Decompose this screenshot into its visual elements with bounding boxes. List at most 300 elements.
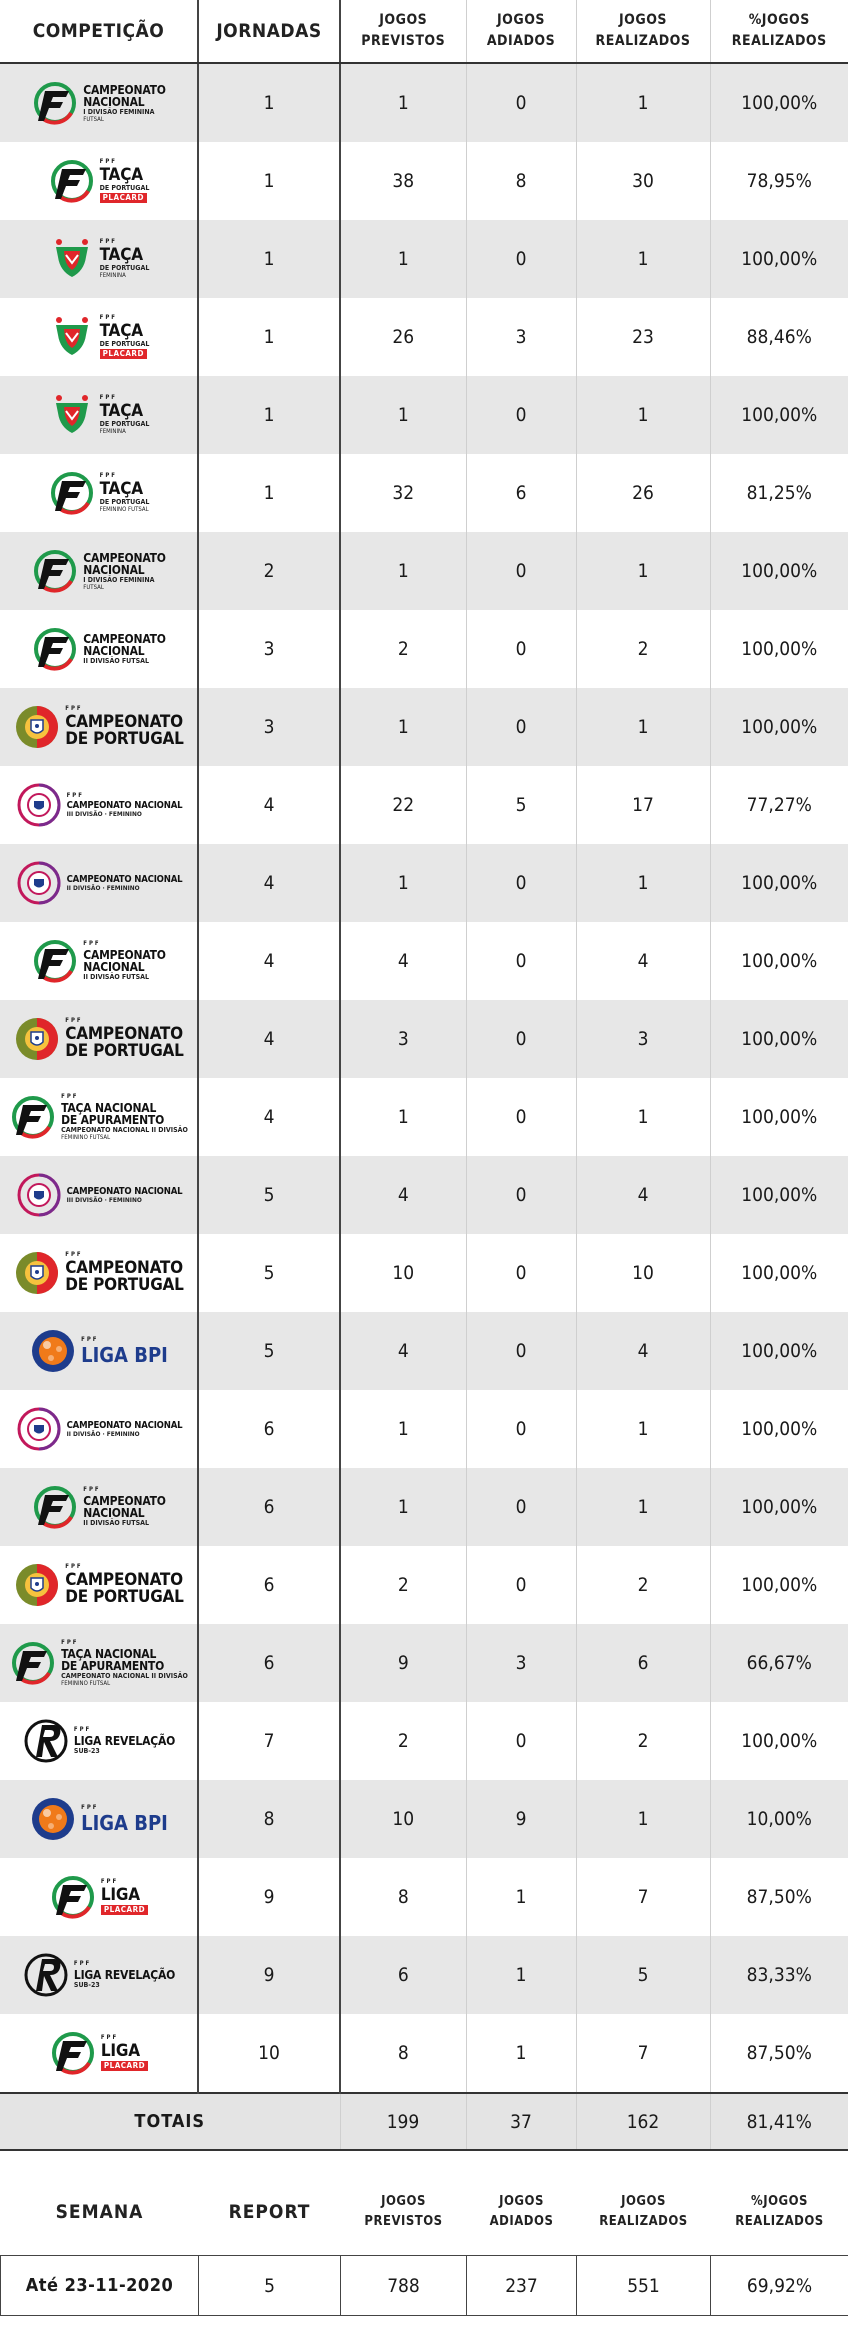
rounds-cell: 2 <box>198 532 340 610</box>
played-cell: 4 <box>576 1312 710 1390</box>
futsal-f-icon <box>49 1873 97 1921</box>
table-row <box>0 1390 848 1468</box>
competition-logo-text <box>61 1640 188 1687</box>
week-pct: 69,92% <box>711 2256 848 2316</box>
competitions-table-body <box>0 63 848 2093</box>
postponed-cell: 0 <box>466 1000 576 1078</box>
rounds-cell: 6 <box>198 1468 340 1546</box>
rounds-cell: 1 <box>198 454 340 532</box>
competition-logo-text <box>101 2035 148 2071</box>
played-cell: 5 <box>576 1936 710 2014</box>
planned-cell: 2 <box>340 1702 466 1780</box>
week-data-row <box>1 2256 848 2316</box>
played-cell: 1 <box>576 1390 710 1468</box>
logo-subtitle-line: FEMININO FUTSAL <box>61 1133 111 1141</box>
pct-cell: 87,50% <box>710 2014 848 2093</box>
played-cell: 1 <box>576 688 710 766</box>
planned-cell: 1 <box>340 1078 466 1156</box>
postponed-cell: 1 <box>466 1858 576 1936</box>
competition-logo <box>0 532 197 610</box>
logo-subtitle-line: II DIVISÃO FUTSAL <box>83 1519 149 1527</box>
postponed-cell: 0 <box>466 1078 576 1156</box>
competition-logo <box>0 844 197 922</box>
competition-logo-cell <box>0 1936 198 2014</box>
pct-cell: 100,00% <box>710 1078 848 1156</box>
logo-subtitle-line: DE PORTUGAL <box>99 420 150 428</box>
planned-cell: 1 <box>340 220 466 298</box>
planned-cell: 10 <box>340 1780 466 1858</box>
logo-subtitle-line: DE PORTUGAL <box>99 498 150 506</box>
played-cell: 1 <box>576 1780 710 1858</box>
rounds-cell: 5 <box>198 1312 340 1390</box>
logo-fpf-mark: FPF <box>66 791 84 799</box>
competition-logo <box>0 376 197 454</box>
futsal-f-icon <box>31 79 79 127</box>
revelacao-r-icon <box>22 1717 70 1765</box>
played-cell: 2 <box>576 610 710 688</box>
table-row <box>0 1234 848 1312</box>
competition-logo <box>0 1858 197 1936</box>
played-cell: 1 <box>576 376 710 454</box>
logo-title-line: LIGA REVELAÇÃO <box>73 1968 176 1982</box>
rounds-cell: 6 <box>198 1390 340 1468</box>
logo-title-line: CAMPEONATO <box>65 1570 183 1590</box>
postponed-cell: 0 <box>466 1546 576 1624</box>
week-header-played: JOGOS REALIZADOS <box>599 2194 688 2229</box>
competition-logo-cell <box>0 688 198 766</box>
fem-shield-icon <box>15 1171 63 1219</box>
logo-title-line: CAMPEONATO <box>65 1258 183 1278</box>
planned-cell: 9 <box>340 1624 466 1702</box>
week-report: 5 <box>199 2256 341 2316</box>
table-header-row <box>0 0 848 63</box>
played-cell: 4 <box>576 1156 710 1234</box>
taca-trophy-icon <box>48 391 96 439</box>
competition-logo-text <box>67 1187 183 1204</box>
logo-placard-badge: PLACARD <box>101 1905 148 1915</box>
competition-logo-text <box>65 1564 183 1606</box>
logo-subtitle-line: DE PORTUGAL <box>99 264 150 272</box>
postponed-cell: 0 <box>466 1468 576 1546</box>
logo-fpf-mark: FPF <box>83 940 101 947</box>
rounds-cell: 7 <box>198 1702 340 1780</box>
played-cell: 2 <box>576 1546 710 1624</box>
postponed-cell: 0 <box>466 1312 576 1390</box>
logo-fpf-mark: FPF <box>100 2034 119 2041</box>
rounds-cell: 4 <box>198 922 340 1000</box>
competition-logo <box>0 220 197 298</box>
played-cell: 7 <box>576 1858 710 1936</box>
logo-subtitle-line: FEMININO FUTSAL <box>61 1679 111 1687</box>
postponed-cell: 0 <box>466 532 576 610</box>
logo-title-line: CAMPEONATO <box>65 1024 183 1044</box>
postponed-cell: 1 <box>466 1936 576 2014</box>
competition-logo <box>0 1780 197 1858</box>
table-row <box>0 532 848 610</box>
table-row <box>0 1078 848 1156</box>
rounds-cell: 5 <box>198 1156 340 1234</box>
postponed-cell: 0 <box>466 1234 576 1312</box>
competition-logo-cell <box>0 1546 198 1624</box>
logo-title-line: TAÇA NACIONAL <box>61 1100 157 1115</box>
pct-cell: 100,00% <box>710 844 848 922</box>
competition-logo-cell <box>0 1234 198 1312</box>
competition-logo-cell <box>0 1702 198 1780</box>
logo-fpf-mark: FPF <box>99 472 117 479</box>
competition-logo-text <box>83 84 166 123</box>
pct-cell: 100,00% <box>710 1000 848 1078</box>
logo-title-line: DE PORTUGAL <box>65 1275 184 1295</box>
week-summary-table <box>0 2169 848 2316</box>
competition-logo-cell <box>0 1078 198 1156</box>
played-cell: 23 <box>576 298 710 376</box>
competition-logo-text <box>67 875 183 892</box>
logo-title-line: DE PORTUGAL <box>65 729 184 749</box>
logo-fpf-mark: FPF <box>100 1878 119 1885</box>
logo-title-line: NACIONAL <box>83 1506 145 1520</box>
played-cell: 1 <box>576 220 710 298</box>
played-cell: 2 <box>576 1702 710 1780</box>
pct-cell: 100,00% <box>710 1468 848 1546</box>
competition-logo-text <box>65 706 183 748</box>
postponed-cell: 9 <box>466 1780 576 1858</box>
logo-subtitle-line: CAMPEONATO NACIONAL II DIVISÃO <box>61 1671 188 1680</box>
logo-placard-badge: PLACARD <box>101 2061 148 2071</box>
logo-title-line: TAÇA NACIONAL <box>61 1646 157 1661</box>
rounds-cell: 1 <box>198 298 340 376</box>
competition-logo-text <box>61 1094 188 1141</box>
rounds-cell: 4 <box>198 1000 340 1078</box>
pct-cell: 88,46% <box>710 298 848 376</box>
pct-cell: 100,00% <box>710 1312 848 1390</box>
postponed-cell: 1 <box>466 2014 576 2093</box>
table-row <box>0 1312 848 1390</box>
competition-logo-cell <box>0 1780 198 1858</box>
rounds-cell: 3 <box>198 610 340 688</box>
played-cell: 4 <box>576 922 710 1000</box>
logo-subtitle-line: FEMININA <box>99 272 126 279</box>
header-postponed: JOGOS ADIADOS <box>466 0 576 63</box>
competition-logo-cell <box>0 844 198 922</box>
futsal-f-icon <box>9 1093 57 1141</box>
postponed-cell: 0 <box>466 1156 576 1234</box>
played-cell: 1 <box>576 844 710 922</box>
rounds-cell: 9 <box>198 1936 340 2014</box>
logo-subtitle-line: CAMPEONATO NACIONAL II DIVISÃO <box>61 1125 188 1134</box>
planned-cell: 2 <box>340 610 466 688</box>
played-cell: 10 <box>576 1234 710 1312</box>
competition-logo-cell <box>0 1156 198 1234</box>
futsal-f-icon <box>31 937 79 985</box>
logo-title-line: NACIONAL <box>83 644 145 658</box>
postponed-cell: 0 <box>466 1390 576 1468</box>
competition-logo-cell <box>0 298 198 376</box>
header-planned: JOGOS PREVISTOS <box>340 0 466 63</box>
logo-title-line: CAMPEONATO <box>83 82 166 97</box>
cp-shield-icon <box>13 1249 61 1297</box>
logo-title-line: CAMPEONATO <box>83 632 166 646</box>
logo-fpf-mark: FPF <box>61 1638 79 1646</box>
table-row <box>0 610 848 688</box>
logo-title-line: CAMPEONATO NACIONAL <box>66 873 183 885</box>
competition-logo-cell <box>0 1000 198 1078</box>
totals-postponed: 37 <box>466 2093 576 2150</box>
postponed-cell: 0 <box>466 63 576 142</box>
pct-cell: 87,50% <box>710 1858 848 1936</box>
logo-title-line: LIGA BPI <box>81 1811 168 1835</box>
planned-cell: 8 <box>340 1858 466 1936</box>
competition-logo <box>0 1702 197 1780</box>
competition-logo <box>0 610 197 688</box>
logo-subtitle-line: FUTSAL <box>83 115 104 123</box>
postponed-cell: 8 <box>466 142 576 220</box>
table-row <box>0 1936 848 2014</box>
table-row <box>0 1000 848 1078</box>
logo-title-line: LIGA <box>100 2041 140 2061</box>
competition-logo <box>0 1078 197 1156</box>
header-played: JOGOS REALIZADOS <box>576 0 710 63</box>
table-row <box>0 1546 848 1624</box>
planned-cell: 4 <box>340 1156 466 1234</box>
pct-cell: 100,00% <box>710 610 848 688</box>
played-cell: 1 <box>576 1468 710 1546</box>
logo-subtitle-line: DE PORTUGAL <box>99 184 150 192</box>
table-row <box>0 1156 848 1234</box>
competition-logo <box>0 1000 197 1078</box>
futsal-f-icon <box>9 1639 57 1687</box>
table-row <box>0 1468 848 1546</box>
competition-logo <box>0 64 197 142</box>
planned-cell: 38 <box>340 142 466 220</box>
competition-logo-text <box>65 1018 183 1060</box>
postponed-cell: 0 <box>466 922 576 1000</box>
futsal-f-icon <box>48 469 96 517</box>
competition-logo-text <box>100 315 150 359</box>
cp-shield-icon <box>13 1561 61 1609</box>
played-cell: 1 <box>576 1078 710 1156</box>
rounds-cell: 9 <box>198 1858 340 1936</box>
played-cell: 6 <box>576 1624 710 1702</box>
competition-logo-text <box>100 159 150 203</box>
logo-title-line: CAMPEONATO NACIONAL <box>66 1185 183 1197</box>
postponed-cell: 0 <box>466 610 576 688</box>
pct-cell: 100,00% <box>710 1546 848 1624</box>
header-competition: COMPETIÇÃO <box>0 0 198 63</box>
logo-subtitle-line: I DIVISÃO FEMININA <box>83 575 155 584</box>
rounds-cell: 5 <box>198 1234 340 1312</box>
logo-subtitle-line: II DIVISÃO · FEMININO <box>66 884 140 892</box>
planned-cell: 2 <box>340 1546 466 1624</box>
competition-logo <box>0 1312 197 1390</box>
logo-title-line: TAÇA <box>99 165 143 185</box>
planned-cell: 10 <box>340 1234 466 1312</box>
postponed-cell: 5 <box>466 766 576 844</box>
rounds-cell: 4 <box>198 766 340 844</box>
competition-logo-cell <box>0 1312 198 1390</box>
logo-title-line: TAÇA <box>99 479 143 499</box>
pct-cell: 100,00% <box>710 922 848 1000</box>
competition-logo-text <box>83 941 166 981</box>
competition-logo <box>0 298 197 376</box>
logo-title-line: LIGA REVELAÇÃO <box>73 1734 176 1748</box>
totals-row <box>0 2093 848 2150</box>
competition-logo-text <box>100 395 150 435</box>
logo-title-line: DE APURAMENTO <box>61 1112 165 1127</box>
week-label: Até 23-11-2020 <box>1 2256 199 2316</box>
fem-shield-icon <box>15 859 63 907</box>
logo-title-line: NACIONAL <box>83 562 145 577</box>
planned-cell: 3 <box>340 1000 466 1078</box>
section-gap <box>0 2151 848 2169</box>
week-played: 551 <box>577 2256 711 2316</box>
logo-title-line: DE APURAMENTO <box>61 1658 165 1673</box>
postponed-cell: 3 <box>466 1624 576 1702</box>
postponed-cell: 6 <box>466 454 576 532</box>
competition-logo-cell <box>0 1390 198 1468</box>
competition-logo-cell <box>0 610 198 688</box>
logo-subtitle-line: II DIVISÃO · FEMININO <box>66 1430 140 1438</box>
week-header-postponed: JOGOS ADIADOS <box>489 2194 554 2229</box>
competition-logo-text <box>74 1727 175 1755</box>
logo-title-line: NACIONAL <box>83 94 145 109</box>
competition-logo-cell <box>0 766 198 844</box>
played-cell: 26 <box>576 454 710 532</box>
competition-logo-text <box>101 1879 148 1915</box>
competition-logo-text <box>83 1487 166 1527</box>
logo-title-line: CAMPEONATO <box>83 1494 166 1508</box>
table-row <box>0 766 848 844</box>
planned-cell: 1 <box>340 688 466 766</box>
planned-cell: 22 <box>340 766 466 844</box>
logo-title-line: NACIONAL <box>83 960 145 974</box>
logo-subtitle-line: II DIVISÃO FUTSAL <box>83 973 149 981</box>
rounds-cell: 4 <box>198 844 340 922</box>
competition-logo <box>0 1468 197 1546</box>
table-row <box>0 298 848 376</box>
competition-logo-cell <box>0 922 198 1000</box>
logo-title-line: CAMPEONATO <box>83 550 166 565</box>
taca-trophy-icon <box>48 235 96 283</box>
pct-cell: 100,00% <box>710 1156 848 1234</box>
played-cell: 7 <box>576 2014 710 2093</box>
played-cell: 3 <box>576 1000 710 1078</box>
logo-subtitle-line: FUTSAL <box>83 583 104 591</box>
competition-logo-text <box>83 633 166 665</box>
table-row <box>0 376 848 454</box>
totals-planned: 199 <box>340 2093 466 2150</box>
competition-logo-cell <box>0 1468 198 1546</box>
planned-cell: 4 <box>340 922 466 1000</box>
pct-cell: 81,25% <box>710 454 848 532</box>
header-rounds: JORNADAS <box>198 0 340 63</box>
futsal-f-icon <box>31 547 79 595</box>
table-row <box>0 220 848 298</box>
planned-cell: 6 <box>340 1936 466 2014</box>
table-row <box>0 63 848 142</box>
competition-logo-cell <box>0 220 198 298</box>
logo-title-line: DE PORTUGAL <box>65 1587 184 1607</box>
rounds-cell: 1 <box>198 142 340 220</box>
pct-cell: 100,00% <box>710 1702 848 1780</box>
logo-title-line: TAÇA <box>99 245 143 265</box>
planned-cell: 1 <box>340 1390 466 1468</box>
logo-subtitle-line: III DIVISÃO · FEMININO <box>66 1196 142 1204</box>
cp-shield-icon <box>13 1015 61 1063</box>
futsal-f-icon <box>31 1483 79 1531</box>
competition-logo <box>0 766 197 844</box>
fem-shield-icon <box>15 781 63 829</box>
logo-fpf-mark: FPF <box>65 1563 83 1570</box>
pct-cell: 77,27% <box>710 766 848 844</box>
competition-logo-cell <box>0 532 198 610</box>
pct-cell: 100,00% <box>710 1390 848 1468</box>
week-header-planned: JOGOS PREVISTOS <box>364 2194 443 2229</box>
rounds-cell: 1 <box>198 376 340 454</box>
table-row <box>0 142 848 220</box>
postponed-cell: 0 <box>466 844 576 922</box>
week-postponed: 237 <box>467 2256 577 2316</box>
logo-fpf-mark: FPF <box>73 1960 92 1967</box>
competition-logo <box>0 454 197 532</box>
planned-cell: 32 <box>340 454 466 532</box>
table-row <box>0 454 848 532</box>
competition-logo <box>0 1624 197 1702</box>
competition-logo <box>0 142 197 220</box>
logo-title-line: TAÇA <box>99 321 143 341</box>
logo-subtitle-line: III DIVISÃO · FEMININO <box>66 810 142 818</box>
postponed-cell: 0 <box>466 220 576 298</box>
week-header-row <box>1 2169 848 2256</box>
pct-cell: 100,00% <box>710 532 848 610</box>
logo-subtitle-line: SUB-23 <box>73 1747 100 1755</box>
postponed-cell: 0 <box>466 376 576 454</box>
fem-shield-icon <box>15 1405 63 1453</box>
week-header-report: REPORT <box>228 2201 311 2223</box>
rounds-cell: 3 <box>198 688 340 766</box>
competition-logo <box>0 1546 197 1624</box>
pct-cell: 10,00% <box>710 1780 848 1858</box>
competition-logo <box>0 688 197 766</box>
postponed-cell: 3 <box>466 298 576 376</box>
logo-fpf-mark: FPF <box>99 314 117 321</box>
rounds-cell: 10 <box>198 2014 340 2093</box>
pct-cell: 100,00% <box>710 220 848 298</box>
competition-logo-text <box>67 793 183 818</box>
pct-cell: 100,00% <box>710 1234 848 1312</box>
rounds-cell: 6 <box>198 1546 340 1624</box>
competition-logo-text <box>81 1805 168 1833</box>
logo-fpf-mark: FPF <box>99 158 117 165</box>
bpi-ball-icon <box>29 1327 77 1375</box>
pct-cell: 78,95% <box>710 142 848 220</box>
week-planned: 788 <box>341 2256 467 2316</box>
competition-logo-cell <box>0 2014 198 2093</box>
table-row <box>0 1624 848 1702</box>
week-header-pct: %JOGOS REALIZADOS <box>735 2194 824 2229</box>
table-row <box>0 1780 848 1858</box>
played-cell: 30 <box>576 142 710 220</box>
logo-subtitle-line: II DIVISÃO FUTSAL <box>83 657 149 665</box>
logo-subtitle-line: FEMININA <box>99 428 126 435</box>
totals-pct: 81,41% <box>710 2093 848 2150</box>
planned-cell: 1 <box>340 844 466 922</box>
logo-fpf-mark: FPF <box>65 1017 83 1024</box>
pct-cell: 100,00% <box>710 63 848 142</box>
logo-subtitle-line: FEMININO FUTSAL <box>99 506 149 513</box>
pct-cell: 100,00% <box>710 376 848 454</box>
futsal-f-icon <box>48 157 96 205</box>
logo-title-line: DE PORTUGAL <box>65 1041 184 1061</box>
